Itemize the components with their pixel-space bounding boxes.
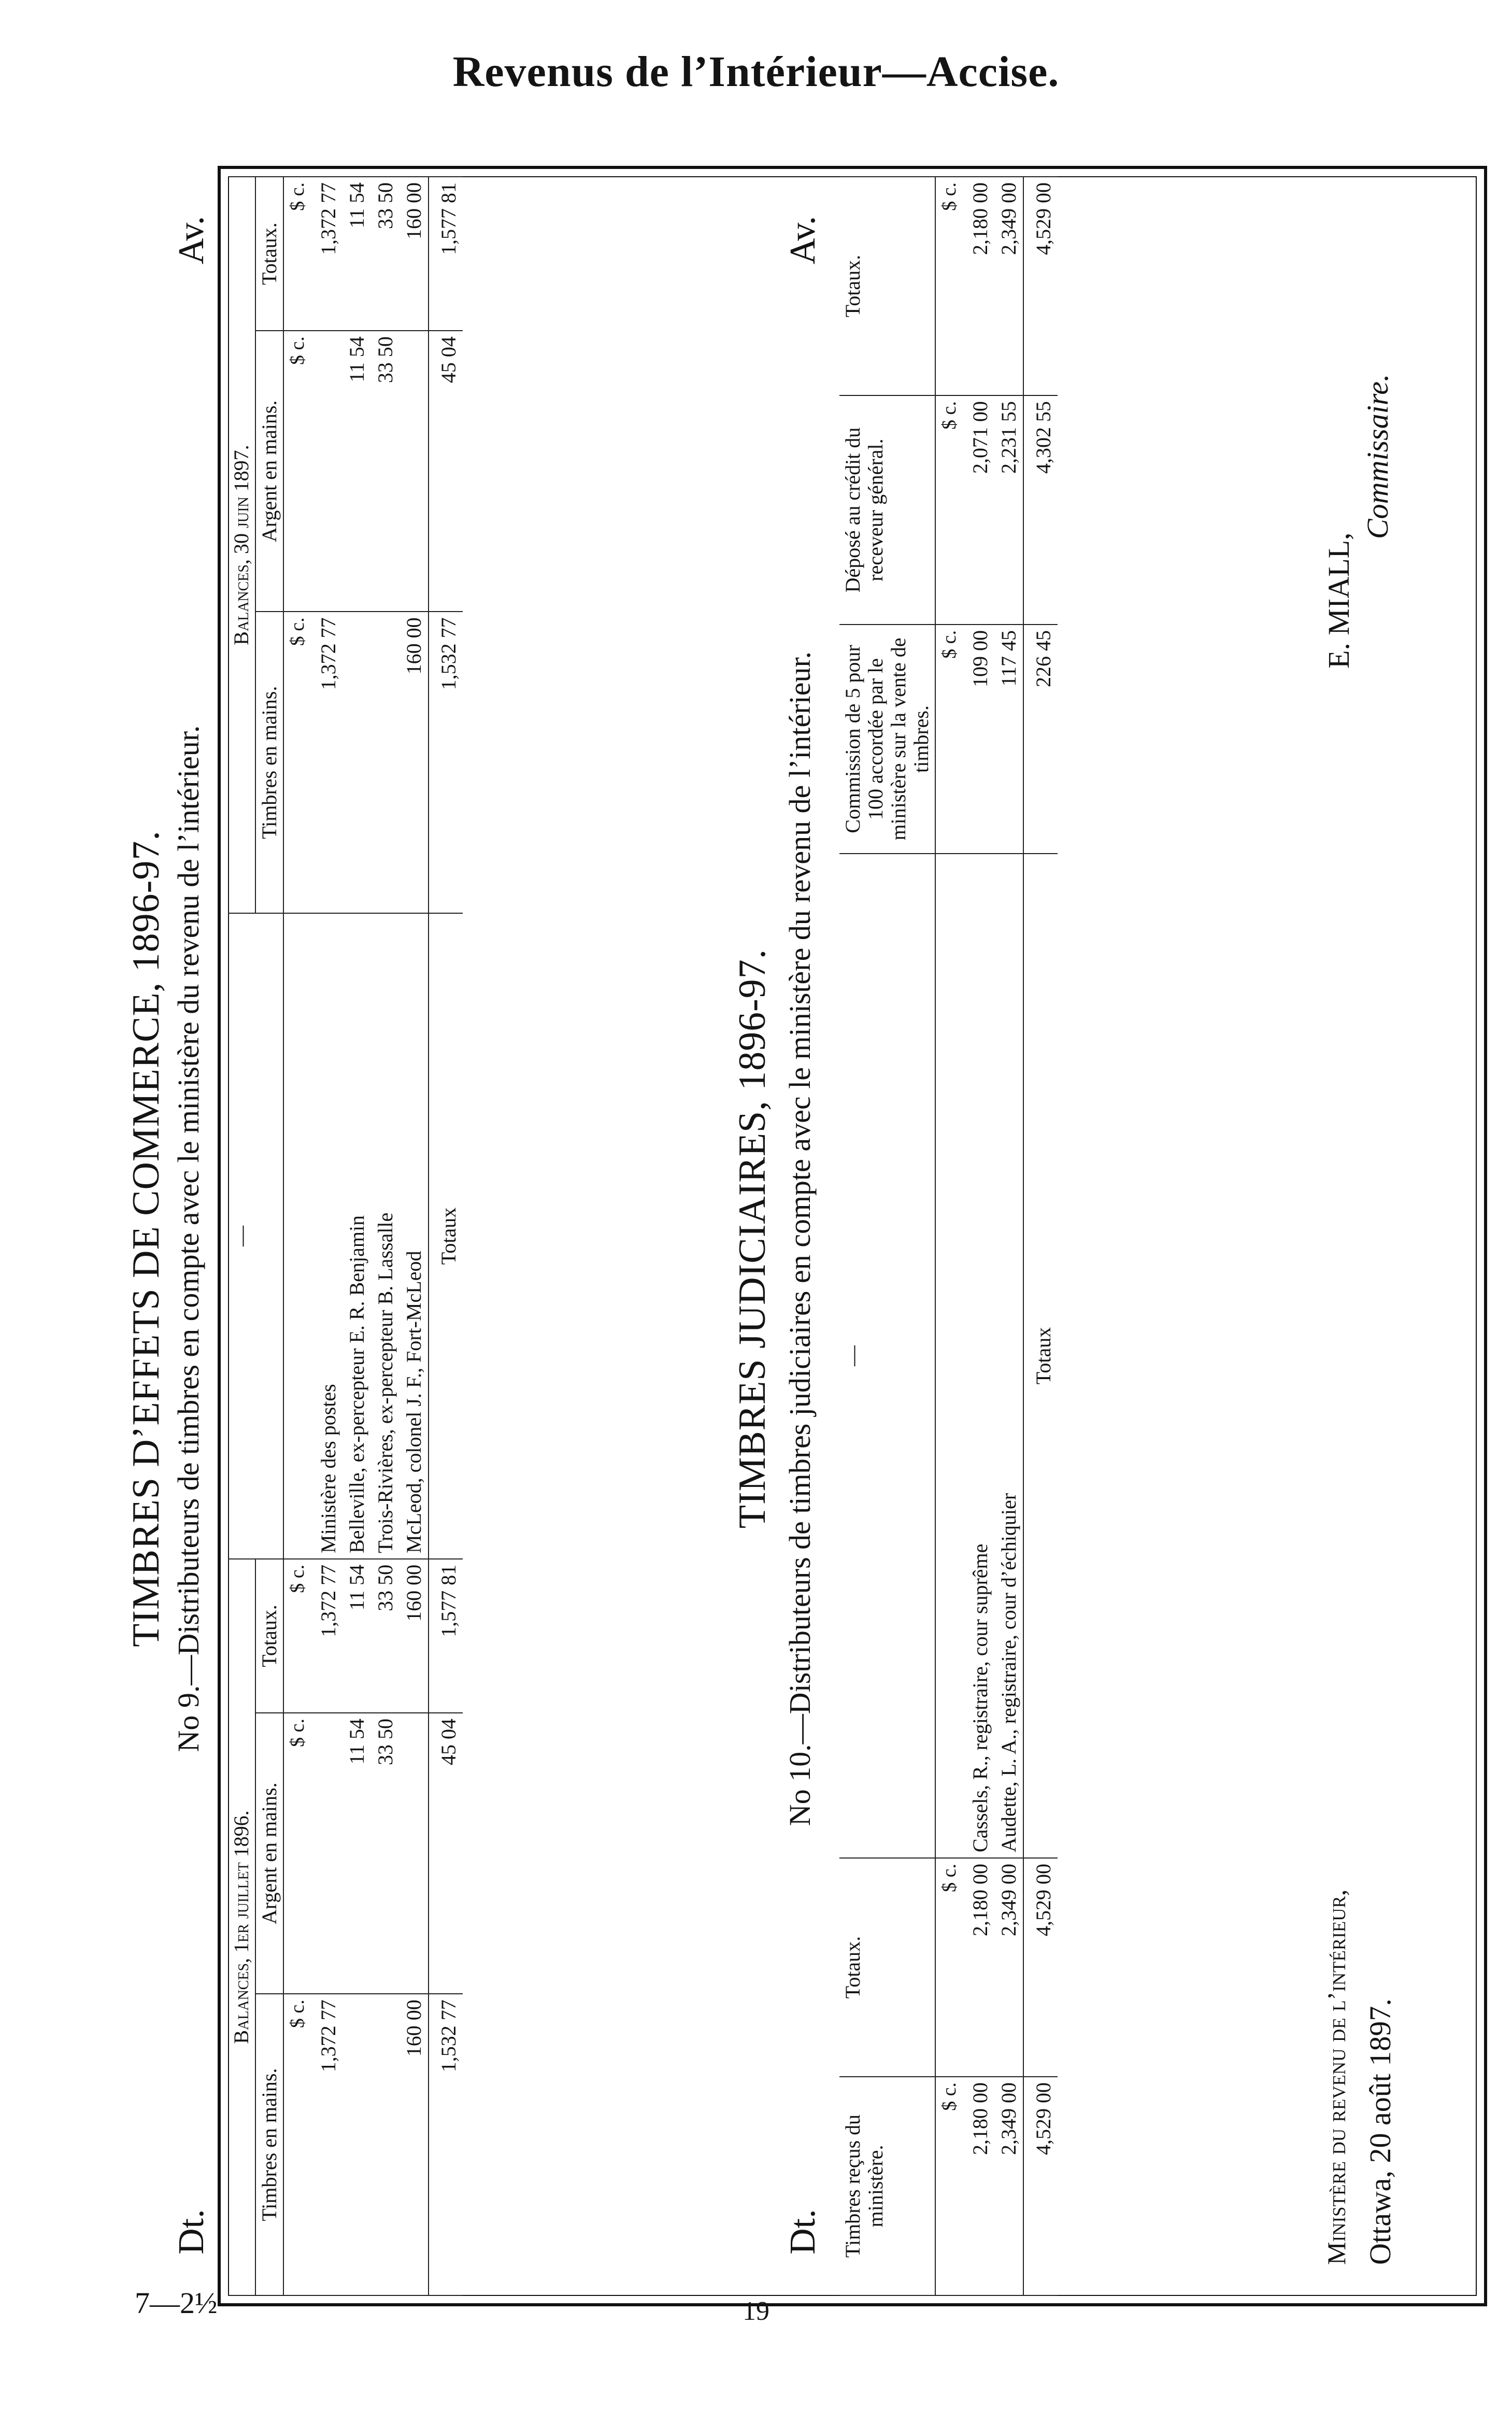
cell-distributor: Trois-Rivières, ex-percepteur B. Lassalle bbox=[371, 913, 400, 1559]
section2-col-totals-right: Totaux. bbox=[839, 177, 935, 395]
totals-row bbox=[429, 177, 463, 2295]
cell-right-total: 33 50 bbox=[371, 177, 400, 331]
cell-right-stamps: 160 00 bbox=[400, 612, 429, 913]
total-deposited: 4,302 55 bbox=[1023, 395, 1058, 625]
cell-left-stamps: 160 00 bbox=[400, 1994, 429, 2295]
section1-av: Av. bbox=[172, 216, 211, 264]
table-row bbox=[994, 177, 1023, 2295]
totals-label: Totaux bbox=[1023, 854, 1058, 1858]
cell-left-total: 160 00 bbox=[400, 1559, 429, 1713]
table-row bbox=[371, 177, 400, 2295]
total-left-total: 4,529 00 bbox=[1023, 1858, 1058, 2077]
cell-left-total: 11 54 bbox=[343, 1559, 371, 1713]
footer-signer: E. MIALL, bbox=[1322, 532, 1356, 669]
section1-col-money: Argent en mains. bbox=[255, 1713, 283, 1994]
currency-label: $ c. bbox=[283, 177, 314, 331]
table-row bbox=[966, 177, 994, 2295]
cell-right-money bbox=[314, 331, 343, 612]
cell-left-money: 11 54 bbox=[343, 1713, 371, 1994]
currency-label: $ c. bbox=[283, 1713, 314, 1994]
cell-left-total: 1,372 77 bbox=[314, 1559, 343, 1713]
cell-commission: 109 00 bbox=[966, 625, 994, 854]
cell-right-stamps bbox=[371, 612, 400, 913]
section2-col-deposited: Déposé au crédit du receveur général. bbox=[839, 395, 935, 625]
cell-right-total: 2,349 00 bbox=[994, 177, 1023, 395]
cell-received: 2,180 00 bbox=[966, 2077, 994, 2295]
cell-deposited: 2,071 00 bbox=[966, 395, 994, 625]
table-row bbox=[400, 177, 429, 2295]
section2-dt: Dt. bbox=[783, 2209, 823, 2254]
cell-right-stamps: 1,372 77 bbox=[314, 612, 343, 913]
footer-signer-title: Commissaire. bbox=[1361, 374, 1394, 539]
cell-left-stamps bbox=[343, 1994, 371, 2295]
section2-col-commission: Commission de 5 pour 100 accordée par le ministère sur la vente de timbres. bbox=[839, 625, 935, 854]
totals-label: Totaux bbox=[429, 913, 463, 1559]
cell-distributor: Belleville, ex-percepteur E. R. Benjamin bbox=[343, 913, 371, 1559]
section1-subtitle: No 9.—Distributeurs de timbres en compte avec le ministère du revenu de l’intérieur. bbox=[172, 725, 205, 1752]
currency-label: $ c. bbox=[283, 1559, 314, 1713]
total-right-money: 45 04 bbox=[429, 331, 463, 612]
page-header-title: Revenus de l’Intérieur—Accise. bbox=[452, 48, 1060, 96]
totals-row bbox=[1023, 177, 1058, 2295]
section2-col-middle: — bbox=[839, 854, 935, 1858]
cell-right-money: 11 54 bbox=[343, 331, 371, 612]
cell-left-total: 2,349 00 bbox=[994, 1858, 1023, 2077]
section1-table bbox=[228, 176, 463, 2296]
section1-col-totals-right: Totaux. bbox=[255, 177, 283, 331]
cell-left-money bbox=[314, 1713, 343, 1994]
cell-commission: 117 45 bbox=[994, 625, 1023, 854]
total-right-total: 4,529 00 bbox=[1023, 177, 1058, 395]
page-number: 19 bbox=[743, 2296, 769, 2326]
section2-subtitle: No 10.—Distributeurs de timbres judiciaires en compte avec le ministère du revenu de l’intérieur. bbox=[783, 651, 817, 1826]
cell-left-stamps: 1,372 77 bbox=[314, 1994, 343, 2295]
currency-label: $ c. bbox=[935, 2077, 966, 2295]
section2-av: Av. bbox=[783, 216, 823, 264]
total-commission: 226 45 bbox=[1023, 625, 1058, 854]
total-left-stamps: 1,532 77 bbox=[429, 1994, 463, 2295]
currency-label: $ c. bbox=[935, 177, 966, 395]
section1-col-money-right: Argent en mains. bbox=[255, 331, 283, 612]
section1-col-stamps: Timbres en mains. bbox=[255, 1994, 283, 2295]
cell-distributor: Cassels, R., registraire, cour suprême bbox=[966, 854, 994, 1858]
table-row bbox=[343, 177, 371, 2295]
total-received: 4,529 00 bbox=[1023, 2077, 1058, 2295]
section1-title: TIMBRES D’EFFETS DE COMMERCE, 1896-97. bbox=[125, 830, 167, 1647]
cell-left-total: 33 50 bbox=[371, 1559, 400, 1713]
cell-left-stamps bbox=[371, 1994, 400, 2295]
table-row bbox=[314, 177, 343, 2295]
total-right-total: 1,577 81 bbox=[429, 177, 463, 331]
section1-col-stamps-right: Timbres en mains. bbox=[255, 612, 283, 913]
section1-left-group: Balances, 1er juillet 1896. bbox=[228, 1559, 255, 2295]
cell-received: 2,349 00 bbox=[994, 2077, 1023, 2295]
cell-distributor: Audette, L. A., registraire, cour d’échiquier bbox=[994, 854, 1023, 1858]
total-left-total: 1,577 81 bbox=[429, 1559, 463, 1713]
footer-ministry: Ministère du revenu de l’intérieur, bbox=[1322, 1889, 1351, 2265]
currency-label: $ c. bbox=[935, 625, 966, 854]
section2-title: TIMBRES JUDICIAIRES, 1896-97. bbox=[731, 948, 774, 1529]
currency-label: $ c. bbox=[283, 331, 314, 612]
cell-right-money: 33 50 bbox=[371, 331, 400, 612]
cell-right-total: 2,180 00 bbox=[966, 177, 994, 395]
section2-col-received: Timbres reçus du ministère. bbox=[839, 2077, 935, 2295]
cell-right-stamps bbox=[343, 612, 371, 913]
cell-left-total: 2,180 00 bbox=[966, 1858, 994, 2077]
cell-right-money bbox=[400, 331, 429, 612]
currency-label: $ c. bbox=[283, 612, 314, 913]
footer-place-date: Ottawa, 20 août 1897. bbox=[1363, 1998, 1397, 2265]
cell-right-total: 160 00 bbox=[400, 177, 429, 331]
currency-label: $ c. bbox=[935, 395, 966, 625]
cell-right-total: 1,372 77 bbox=[314, 177, 343, 331]
total-right-stamps: 1,532 77 bbox=[429, 612, 463, 913]
cell-right-total: 11 54 bbox=[343, 177, 371, 331]
section2-table bbox=[839, 176, 1058, 2296]
section1-col-totals: Totaux. bbox=[255, 1559, 283, 1713]
section1-col-middle: — bbox=[228, 913, 283, 1559]
cell-deposited: 2,231 55 bbox=[994, 395, 1023, 625]
cell-left-money bbox=[400, 1713, 429, 1994]
cell-distributor: Ministère des postes bbox=[314, 913, 343, 1559]
total-left-money: 45 04 bbox=[429, 1713, 463, 1994]
cell-left-money: 33 50 bbox=[371, 1713, 400, 1994]
cell-distributor: McLeod, colonel J. F., Fort-McLeod bbox=[400, 913, 429, 1559]
signature-mark: 7—2½ bbox=[135, 2286, 218, 2320]
currency-label: $ c. bbox=[935, 1858, 966, 2077]
currency-label: $ c. bbox=[283, 1994, 314, 2295]
section2-col-totals: Totaux. bbox=[839, 1858, 935, 2077]
section1-dt: Dt. bbox=[172, 2209, 211, 2254]
section1-right-group: Balances, 30 juin 1897. bbox=[228, 177, 255, 913]
